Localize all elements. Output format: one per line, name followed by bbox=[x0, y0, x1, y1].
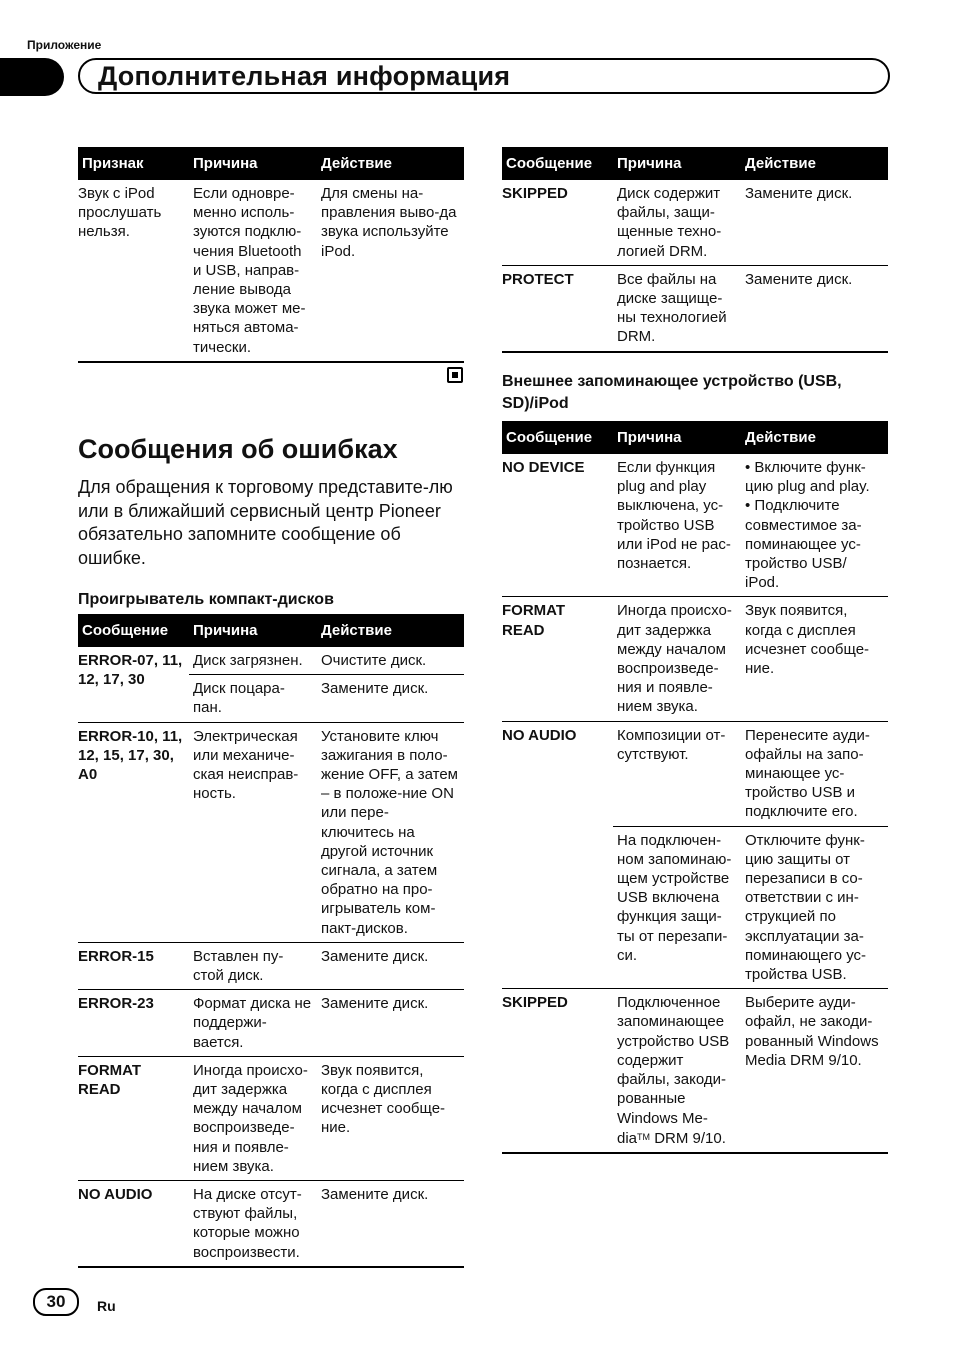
table-header-row bbox=[502, 147, 888, 180]
table-header-row bbox=[78, 614, 464, 647]
table-row bbox=[78, 942, 464, 989]
message-cell: SKIPPED bbox=[502, 180, 613, 265]
action-cell bbox=[741, 454, 888, 597]
action-cell: Замените диск. bbox=[317, 1181, 464, 1267]
column-header: Причина bbox=[613, 421, 741, 454]
cause-cell bbox=[613, 989, 741, 1153]
end-of-section-icon bbox=[447, 367, 463, 383]
action-cell: Очистите диск. bbox=[317, 647, 464, 675]
message-cell: FORMAT READ bbox=[78, 1056, 189, 1180]
message-cell: NO AUDIO bbox=[502, 721, 613, 989]
cause-text: DRM 9/10. bbox=[650, 1129, 726, 1147]
message-cell: PROTECT bbox=[502, 265, 613, 351]
message-cell: SKIPPED bbox=[502, 989, 613, 1153]
cause-cell: Электрическая или механиче-ская неисправ-ность. bbox=[189, 722, 317, 942]
column-header: Действие bbox=[317, 147, 464, 180]
section-heading: Сообщения об ошибках bbox=[78, 434, 398, 464]
cause-cell: На подключен-ном запоминаю-щем устройстве USB включена функция защи-ты от перезапи-си. bbox=[613, 826, 741, 989]
cause-cell: Иногда происхо-дит задержка между началом воспроизведе-ния и появле-нием звука. bbox=[189, 1056, 317, 1180]
symptom-cell: Звук с iPod прослушать нельзя. bbox=[78, 180, 189, 362]
action-cell: Для смены на-правления выво-да звука используйте iPod. bbox=[317, 180, 464, 362]
message-cell: NO AUDIO bbox=[78, 1181, 189, 1267]
cause-cell: Если функция plug and play выключена, ус-тройство USB или iPod не рас-познается. bbox=[613, 454, 741, 597]
table-row bbox=[502, 265, 888, 351]
table-row bbox=[78, 722, 464, 942]
cause-cell: Диск содержит файлы, защи-щенные техно-логией DRM. bbox=[613, 180, 741, 265]
table-row bbox=[502, 721, 888, 826]
cd-error-table bbox=[78, 614, 464, 1268]
symptom-table bbox=[78, 147, 464, 363]
usb-table-title: Внешнее запоминающее устройство (USB, SD)/iPod bbox=[502, 373, 842, 412]
column-header: Действие bbox=[741, 147, 888, 180]
column-header: Действие bbox=[741, 421, 888, 454]
cause-cell: Если одновре-менно исполь-зуются подклю-чения Bluetooth и USB, направ-ление вывода звука может ме-няться автома-тически. bbox=[189, 180, 317, 362]
column-header: Действие bbox=[317, 614, 464, 647]
page-number: 30 bbox=[33, 1288, 79, 1316]
chapter-title-box bbox=[78, 58, 890, 94]
action-cell: Замените диск. bbox=[741, 180, 888, 265]
action-cell: Перенесите ауди-офайлы на запо-минающее ус-тройство USB и подключите его. bbox=[741, 721, 888, 826]
action-cell: Звук появится, когда с дисплея исчезнет сообще-ние. bbox=[317, 1056, 464, 1180]
drm-error-table bbox=[502, 147, 888, 353]
action-cell: Установите ключ зажигания в поло-жение OFF, а затем – в положе-ние ON или пере-ключитесь на другой источник сигнала, а затем обратно на про-игрыватель ком-пакт-дисков. bbox=[317, 722, 464, 942]
table-row bbox=[502, 180, 888, 265]
table-row bbox=[78, 180, 464, 362]
cause-cell: Формат диска не поддержи-вается. bbox=[189, 990, 317, 1057]
table-row bbox=[78, 1056, 464, 1180]
cd-table-title: Проигрыватель компакт-дисков bbox=[78, 591, 334, 608]
message-cell: ERROR-23 bbox=[78, 990, 189, 1057]
message-cell: NO DEVICE bbox=[502, 454, 613, 597]
cause-cell: Вставлен пу-стой диск. bbox=[189, 942, 317, 989]
language-code: Ru bbox=[97, 1298, 116, 1314]
cause-cell: На диске отсут-ствуют файлы, которые можно воспроизвести. bbox=[189, 1181, 317, 1267]
table-row bbox=[502, 597, 888, 721]
section-label: Приложение bbox=[27, 38, 102, 52]
table-row bbox=[502, 989, 888, 1153]
table-row bbox=[502, 454, 888, 597]
action-cell: Замените диск. bbox=[317, 675, 464, 722]
cause-cell: Композиции от-сутствуют. bbox=[613, 721, 741, 826]
trademark-mark: TM bbox=[637, 1131, 651, 1142]
action-cell: Замените диск. bbox=[317, 942, 464, 989]
column-header: Сообщение bbox=[78, 614, 189, 647]
column-header: Причина bbox=[613, 147, 741, 180]
table-header-row bbox=[78, 147, 464, 180]
action-cell: Замените диск. bbox=[317, 990, 464, 1057]
table-header-row bbox=[502, 421, 888, 454]
action-cell: Замените диск. bbox=[741, 265, 888, 351]
intro-paragraph: Для обращения к торговому представите-лю или в ближайший сервисный центр Pioneer обязательно запомните сообщение об ошибке. bbox=[78, 477, 453, 568]
column-header: Причина bbox=[189, 147, 317, 180]
action-cell: Звук появится, когда с дисплея исчезнет сообще-ние. bbox=[741, 597, 888, 721]
cause-cell: Иногда происхо-дит задержка между началом воспроизведе-ния и появле-нием звука. bbox=[613, 597, 741, 721]
message-cell: ERROR-15 bbox=[78, 942, 189, 989]
message-cell: FORMAT READ bbox=[502, 597, 613, 721]
message-cell: ERROR-10, 11, 12, 15, 17, 30, A0 bbox=[78, 722, 189, 942]
table-row bbox=[78, 990, 464, 1057]
column-header: Сообщение bbox=[502, 421, 613, 454]
action-bullet: • Включите функ-цию plug and play. bbox=[745, 459, 870, 496]
action-bullet: • Подключите совместимое за-поминающее ус-тройство USB/ iPod. bbox=[745, 497, 862, 592]
message-cell: ERROR-07, 11, 12, 17, 30 bbox=[78, 647, 189, 722]
cause-cell: Все файлы на диске защище-ны технологией DRM. bbox=[613, 265, 741, 351]
column-header: Признак bbox=[78, 147, 189, 180]
table-row bbox=[78, 1181, 464, 1267]
chapter-tab bbox=[0, 58, 64, 96]
chapter-title: Дополнительная информация bbox=[98, 61, 511, 91]
action-cell: Отключите функ-цию защиты от перезаписи в со-ответствии с ин-струкцией по эксплуатации за-поминающего ус-тройства USB. bbox=[741, 826, 888, 989]
column-header: Причина bbox=[189, 614, 317, 647]
action-cell: Выберите ауди-офайл, не закоди-рованный Windows Media DRM 9/10. bbox=[741, 989, 888, 1153]
usb-error-table bbox=[502, 421, 888, 1154]
cause-cell: Диск поцара-пан. bbox=[189, 675, 317, 722]
table-row bbox=[78, 647, 464, 675]
cause-cell: Диск загрязнен. bbox=[189, 647, 317, 675]
cause-text: Подключенное запоминающее устройство USB содержит файлы, закоди-рованные Windows Me-dia bbox=[617, 994, 730, 1147]
column-header: Сообщение bbox=[502, 147, 613, 180]
